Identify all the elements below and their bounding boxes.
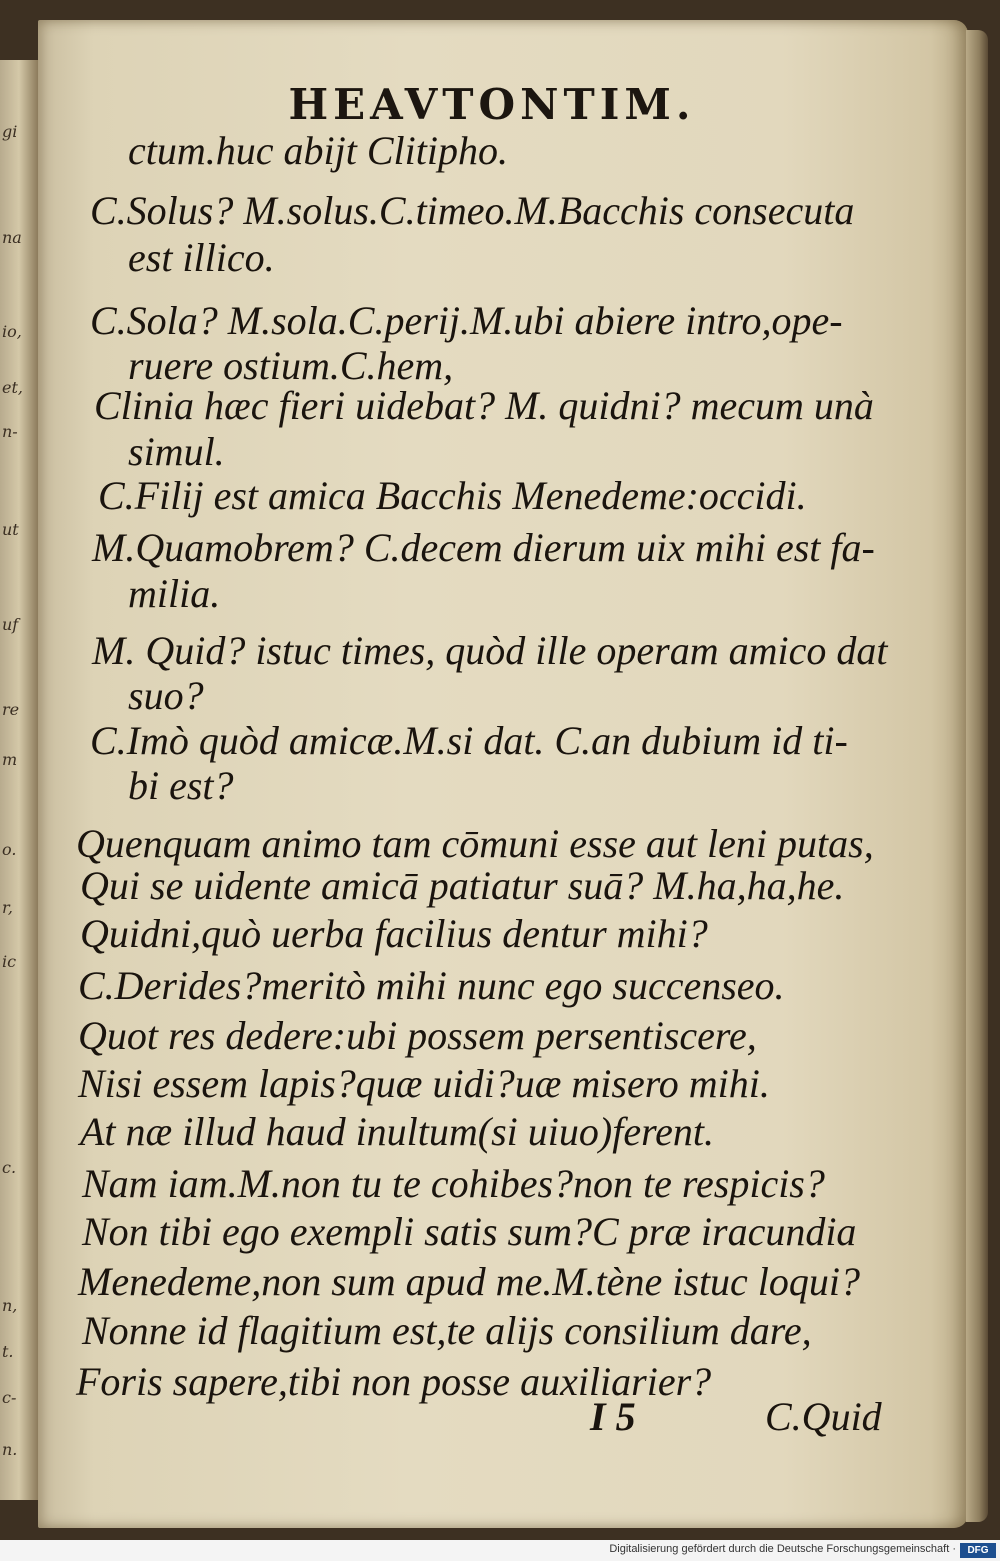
text-line: est illico. [128,235,275,280]
digitization-credit: Digitalisierung gefördert durch die Deutsche Forschungsgemeinschaft · [609,1543,956,1555]
signature-mark: I 5 [590,1394,636,1439]
facing-page-fragment: c. [2,1158,17,1177]
text-line: Nisi essem lapis?quæ uidi?uæ misero mihi. [78,1061,770,1106]
facing-page-fragment: ut [2,520,19,539]
text-line: Non tibi ego exempli satis sum?C præ iracundia [82,1209,857,1254]
text-line: C.Sola? M.sola.C.perij.M.ubi abiere intro,ope- [90,298,843,343]
text-line: ruere ostium.C.hem, [128,343,454,388]
text-line: M. Quid? istuc times, quòd ille operam amico dat [92,628,888,673]
facing-page-fragment: m [2,750,18,769]
text-line: suo? [128,673,204,718]
facing-page-fragment: c- [2,1388,17,1407]
credit-bar [0,1540,1000,1561]
facing-page-fragment: io, [2,322,22,341]
text-line: Qui se uidente amicā patiatur suā? M.ha,ha,he. [80,863,845,908]
text-line: milia. [128,571,221,616]
facing-page-fragment: n. [2,1440,18,1459]
text-line: C.Imò quòd amicæ.M.si dat. C.an dubium id ti- [90,718,848,763]
facing-page-fragment: o. [2,840,17,859]
text-line: Nam iam.M.non tu te cohibes?non te respicis? [82,1161,825,1206]
facing-page-fragment: gi [2,122,18,141]
text-line: ctum.huc abijt Clitipho. [128,128,508,173]
running-head-text: HEAVTONTIM. [288,80,696,129]
text-line: C.Derides?meritò mihi nunc ego succenseo. [78,963,785,1008]
facing-page-fragment: t. [2,1342,14,1361]
text-line: Nonne id flagitium est,te alijs consilium dare, [82,1308,812,1353]
text-line: Quot res dedere:ubi possem persentiscere, [78,1013,757,1058]
text-line: bi est? [128,763,234,808]
text-line: Clinia hæc fieri uidebat? M. quidni? mecum unà [94,383,874,428]
text-line: At næ illud haud inultum(si uiuo)ferent. [80,1109,715,1154]
text-line: Quidni,quò uerba facilius dentur mihi? [80,911,708,956]
dfg-logo: DFG [960,1543,996,1558]
facing-page-fragment: n- [2,422,18,441]
text-line: Foris sapere,tibi non posse auxiliarier? [76,1359,712,1404]
facing-page-fragment: et, [2,378,23,397]
facing-page-fragment: re [2,700,20,719]
text-line: C.Solus? M.solus.C.timeo.M.Bacchis consecuta [90,188,855,233]
facing-page-fragment: ic [2,952,17,971]
facing-page-fragment: uf [2,615,19,634]
text-line: Quenquam animo tam cōmuni esse aut leni putas, [76,821,874,866]
text-line: M.Quamobrem? C.decem dierum uix mihi est fa- [92,525,875,570]
facing-page-fragment: r, [2,898,13,917]
catchword: C.Quid [765,1394,882,1439]
text-line: Menedeme,non sum apud me.M.tène istuc loqui? [78,1259,861,1304]
text-line: C.Filij est amica Bacchis Menedeme:occidi. [98,473,807,518]
text-line: simul. [128,429,225,474]
facing-page-fragment: n, [2,1296,18,1315]
facing-page-fragment: na [2,228,22,247]
